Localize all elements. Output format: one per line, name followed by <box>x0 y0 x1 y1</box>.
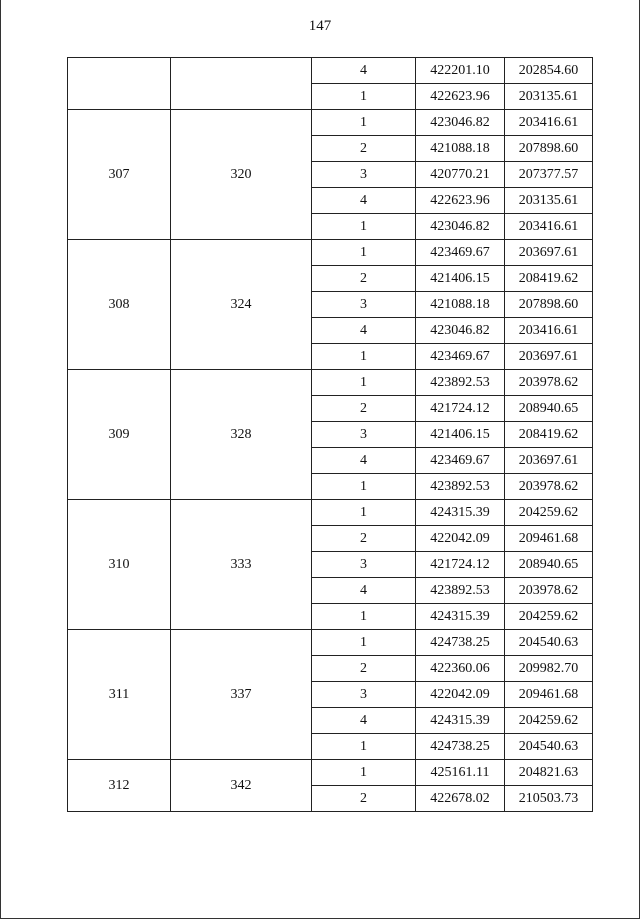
x-coordinate-cell: 423892.53 <box>416 474 505 500</box>
point-cell: 1 <box>312 630 416 656</box>
x-coordinate-cell: 422201.10 <box>416 58 505 84</box>
table-row <box>68 370 593 396</box>
x-coordinate-cell: 422623.96 <box>416 188 505 214</box>
y-coordinate-cell: 204259.62 <box>505 604 593 630</box>
x-coordinate-cell: 422360.06 <box>416 656 505 682</box>
y-coordinate-cell: 203416.61 <box>505 318 593 344</box>
x-coordinate-cell: 422623.96 <box>416 84 505 110</box>
y-coordinate-cell: 203416.61 <box>505 214 593 240</box>
point-cell: 2 <box>312 396 416 422</box>
group-id-cell: 309 <box>68 370 171 500</box>
group-id-cell: 307 <box>68 110 171 240</box>
point-cell: 2 <box>312 786 416 812</box>
point-cell: 1 <box>312 604 416 630</box>
y-coordinate-cell: 203978.62 <box>505 370 593 396</box>
y-coordinate-cell: 207898.60 <box>505 136 593 162</box>
y-coordinate-cell: 204821.63 <box>505 760 593 786</box>
y-coordinate-cell: 209982.70 <box>505 656 593 682</box>
point-cell: 3 <box>312 552 416 578</box>
y-coordinate-cell: 202854.60 <box>505 58 593 84</box>
x-coordinate-cell: 423046.82 <box>416 214 505 240</box>
table-row <box>68 630 593 656</box>
group-number-cell: 320 <box>171 110 312 240</box>
x-coordinate-cell: 422042.09 <box>416 526 505 552</box>
point-cell: 1 <box>312 500 416 526</box>
y-coordinate-cell: 203135.61 <box>505 188 593 214</box>
group-id-cell: 311 <box>68 630 171 760</box>
point-cell: 1 <box>312 370 416 396</box>
point-cell: 1 <box>312 214 416 240</box>
table-row <box>68 110 593 136</box>
x-coordinate-cell: 421406.15 <box>416 422 505 448</box>
y-coordinate-cell: 204259.62 <box>505 500 593 526</box>
x-coordinate-cell: 423046.82 <box>416 110 505 136</box>
point-cell: 4 <box>312 448 416 474</box>
x-coordinate-cell: 424738.25 <box>416 630 505 656</box>
y-coordinate-cell: 204259.62 <box>505 708 593 734</box>
y-coordinate-cell: 203697.61 <box>505 240 593 266</box>
x-coordinate-cell: 424315.39 <box>416 708 505 734</box>
y-coordinate-cell: 208940.65 <box>505 396 593 422</box>
table-row <box>68 500 593 526</box>
group-number-cell: 333 <box>171 500 312 630</box>
point-cell: 3 <box>312 292 416 318</box>
x-coordinate-cell: 425161.11 <box>416 760 505 786</box>
y-coordinate-cell: 204540.63 <box>505 630 593 656</box>
x-coordinate-cell: 421406.15 <box>416 266 505 292</box>
x-coordinate-cell: 423046.82 <box>416 318 505 344</box>
point-cell: 2 <box>312 656 416 682</box>
point-cell: 3 <box>312 422 416 448</box>
x-coordinate-cell: 424315.39 <box>416 604 505 630</box>
y-coordinate-cell: 204540.63 <box>505 734 593 760</box>
table-row <box>68 58 593 84</box>
group-number-cell: 342 <box>171 760 312 812</box>
y-coordinate-cell: 207377.57 <box>505 162 593 188</box>
x-coordinate-cell: 422042.09 <box>416 682 505 708</box>
x-coordinate-cell: 423892.53 <box>416 370 505 396</box>
point-cell: 3 <box>312 162 416 188</box>
group-id-cell: 310 <box>68 500 171 630</box>
point-cell: 2 <box>312 136 416 162</box>
y-coordinate-cell: 208419.62 <box>505 422 593 448</box>
point-cell: 4 <box>312 708 416 734</box>
y-coordinate-cell: 209461.68 <box>505 682 593 708</box>
point-cell: 3 <box>312 682 416 708</box>
point-cell: 1 <box>312 760 416 786</box>
y-coordinate-cell: 208940.65 <box>505 552 593 578</box>
point-cell: 1 <box>312 110 416 136</box>
point-cell: 2 <box>312 526 416 552</box>
y-coordinate-cell: 203135.61 <box>505 84 593 110</box>
x-coordinate-cell: 423892.53 <box>416 578 505 604</box>
y-coordinate-cell: 203697.61 <box>505 448 593 474</box>
y-coordinate-cell: 207898.60 <box>505 292 593 318</box>
y-coordinate-cell: 203978.62 <box>505 578 593 604</box>
x-coordinate-cell: 422678.02 <box>416 786 505 812</box>
point-cell: 4 <box>312 578 416 604</box>
point-cell: 1 <box>312 734 416 760</box>
table-row <box>68 760 593 786</box>
point-cell: 4 <box>312 318 416 344</box>
page-number: 147 <box>308 18 332 34</box>
x-coordinate-cell: 421724.12 <box>416 396 505 422</box>
y-coordinate-cell: 203978.62 <box>505 474 593 500</box>
table-row <box>68 240 593 266</box>
point-cell: 4 <box>312 188 416 214</box>
group-number-cell: 324 <box>171 240 312 370</box>
y-coordinate-cell: 209461.68 <box>505 526 593 552</box>
group-id-cell: 308 <box>68 240 171 370</box>
group-number-cell <box>171 58 312 110</box>
point-cell: 4 <box>312 58 416 84</box>
x-coordinate-cell: 424738.25 <box>416 734 505 760</box>
x-coordinate-cell: 423469.67 <box>416 344 505 370</box>
x-coordinate-cell: 423469.67 <box>416 240 505 266</box>
x-coordinate-cell: 424315.39 <box>416 500 505 526</box>
y-coordinate-cell: 210503.73 <box>505 786 593 812</box>
coordinates-table <box>67 57 593 812</box>
point-cell: 2 <box>312 266 416 292</box>
x-coordinate-cell: 421088.18 <box>416 136 505 162</box>
point-cell: 1 <box>312 84 416 110</box>
group-number-cell: 337 <box>171 630 312 760</box>
group-id-cell: 312 <box>68 760 171 812</box>
y-coordinate-cell: 203416.61 <box>505 110 593 136</box>
x-coordinate-cell: 423469.67 <box>416 448 505 474</box>
x-coordinate-cell: 421724.12 <box>416 552 505 578</box>
point-cell: 1 <box>312 344 416 370</box>
y-coordinate-cell: 203697.61 <box>505 344 593 370</box>
x-coordinate-cell: 421088.18 <box>416 292 505 318</box>
group-id-cell <box>68 58 171 110</box>
y-coordinate-cell: 208419.62 <box>505 266 593 292</box>
point-cell: 1 <box>312 474 416 500</box>
coordinates-table-body <box>68 58 593 812</box>
point-cell: 1 <box>312 240 416 266</box>
group-number-cell: 328 <box>171 370 312 500</box>
x-coordinate-cell: 420770.21 <box>416 162 505 188</box>
